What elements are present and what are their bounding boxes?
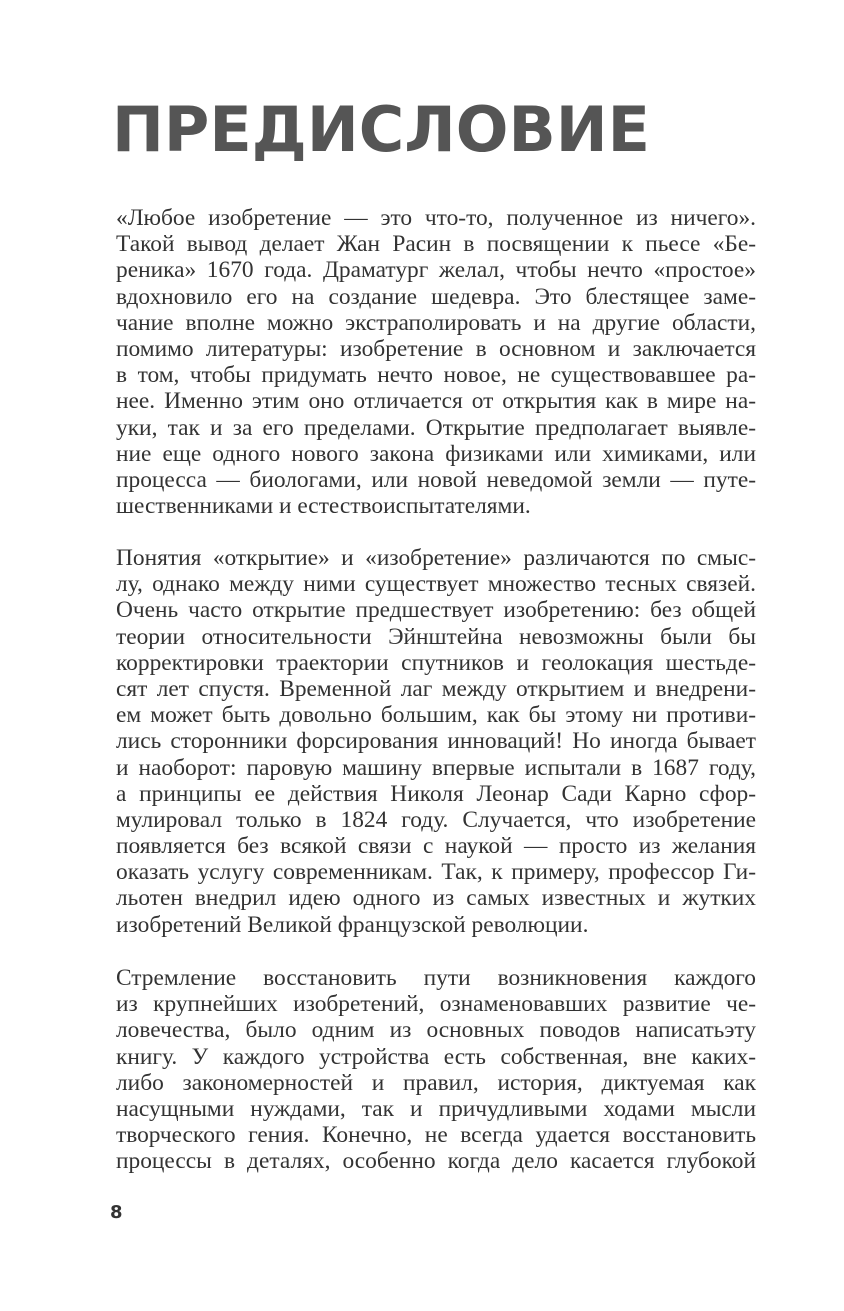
text-line: процесса — биологами, или новой неведомой земли — путе- (116, 466, 756, 493)
text-line: теории относительности Эйнштейна невозможны были бы (116, 623, 756, 650)
text-line: корректировки траектории спутников и геолокация шестьде- (116, 649, 756, 676)
text-line: процессы в деталях, особенно когда дело касается глубокой (116, 1148, 756, 1175)
page-number: 8 (110, 1202, 123, 1223)
text-line: Стремление восстановить пути возникновения каждого (116, 965, 756, 991)
text-line: реника» 1670 года. Драматург желал, чтобы нечто «простое» (116, 257, 756, 284)
text-line: сят лет спустя. Временной лаг между открытием и внедрени- (116, 675, 756, 702)
text-line: ем может быть довольно большим, как бы этому ни противи- (116, 702, 756, 729)
text-line: чание вполне можно экстраполировать и на другие области, (116, 309, 756, 336)
text-line: ловечества, было одним из основных поводов написатьэту (116, 1017, 756, 1044)
text-line: уки, так и за его пределами. Открытие предполагает выявле- (116, 414, 756, 441)
text-line: лись сторонники форсирования инноваций! Но иногда бывает (116, 728, 756, 755)
text-line: и наоборот: паровую машину впервые испытали в 1687 году, (116, 754, 756, 781)
text-line: шественниками и естествоиспытателями. (116, 493, 531, 520)
text-line: вдохновило его на создание шедевра. Это блестящее заме- (116, 283, 756, 310)
paragraph-3 (116, 965, 756, 1175)
text-line: Очень часто открытие предшествует изобретению: без общей (116, 597, 756, 624)
text-line: ние еще одного нового закона физиками или химиками, или (116, 440, 756, 467)
text-line: помимо литературы: изобретение в основном и заключается (116, 335, 756, 362)
paragraph-1 (116, 205, 756, 519)
text-line: из крупнейших изобретений, ознаменовавших развитие че- (116, 991, 756, 1018)
text-line: Понятия «открытие» и «изобретение» различаются по смыс- (116, 545, 756, 571)
text-line: в том, чтобы придумать нечто новое, не существовавшее ра- (116, 362, 756, 389)
text-line: «Любое изобретение — это что-то, полученное из ничего». (116, 205, 756, 231)
text-line: а принципы ее действия Николя Леонар Сади Карно сфор- (116, 780, 756, 807)
text-line: насущными нуждами, так и причудливыми ходами мысли (116, 1095, 756, 1122)
text-line: нее. Именно этим оно отличается от открытия как в мире на- (116, 388, 756, 415)
text-line: либо закономерностей и правил, история, диктуемая как (116, 1069, 756, 1096)
text-line: книгу. У каждого устройства есть собственная, вне каких- (116, 1043, 756, 1070)
text-line: оказать услугу современникам. Так, к примеру, профессор Ги- (116, 859, 756, 886)
text-line: появляется без всякой связи с наукой — просто из желания (116, 833, 756, 860)
chapter-title: ПРЕДИСЛОВИЕ (112, 93, 650, 166)
text-line: льотен внедрил идею одного из самых известных и жутких (116, 885, 756, 912)
text-line: мулировал только в 1824 году. Случается, что изобретение (116, 806, 756, 833)
text-line: лу, однако между ними существует множество тесных связей. (116, 571, 756, 598)
text-line: изобретений Великой французской революции. (116, 911, 589, 938)
text-line: творческого гения. Конечно, не всегда удается восстановить (116, 1122, 756, 1149)
paragraph-2 (116, 545, 756, 938)
text-line: Такой вывод делает Жан Расин в посвящении к пьесе «Бе- (116, 231, 756, 258)
